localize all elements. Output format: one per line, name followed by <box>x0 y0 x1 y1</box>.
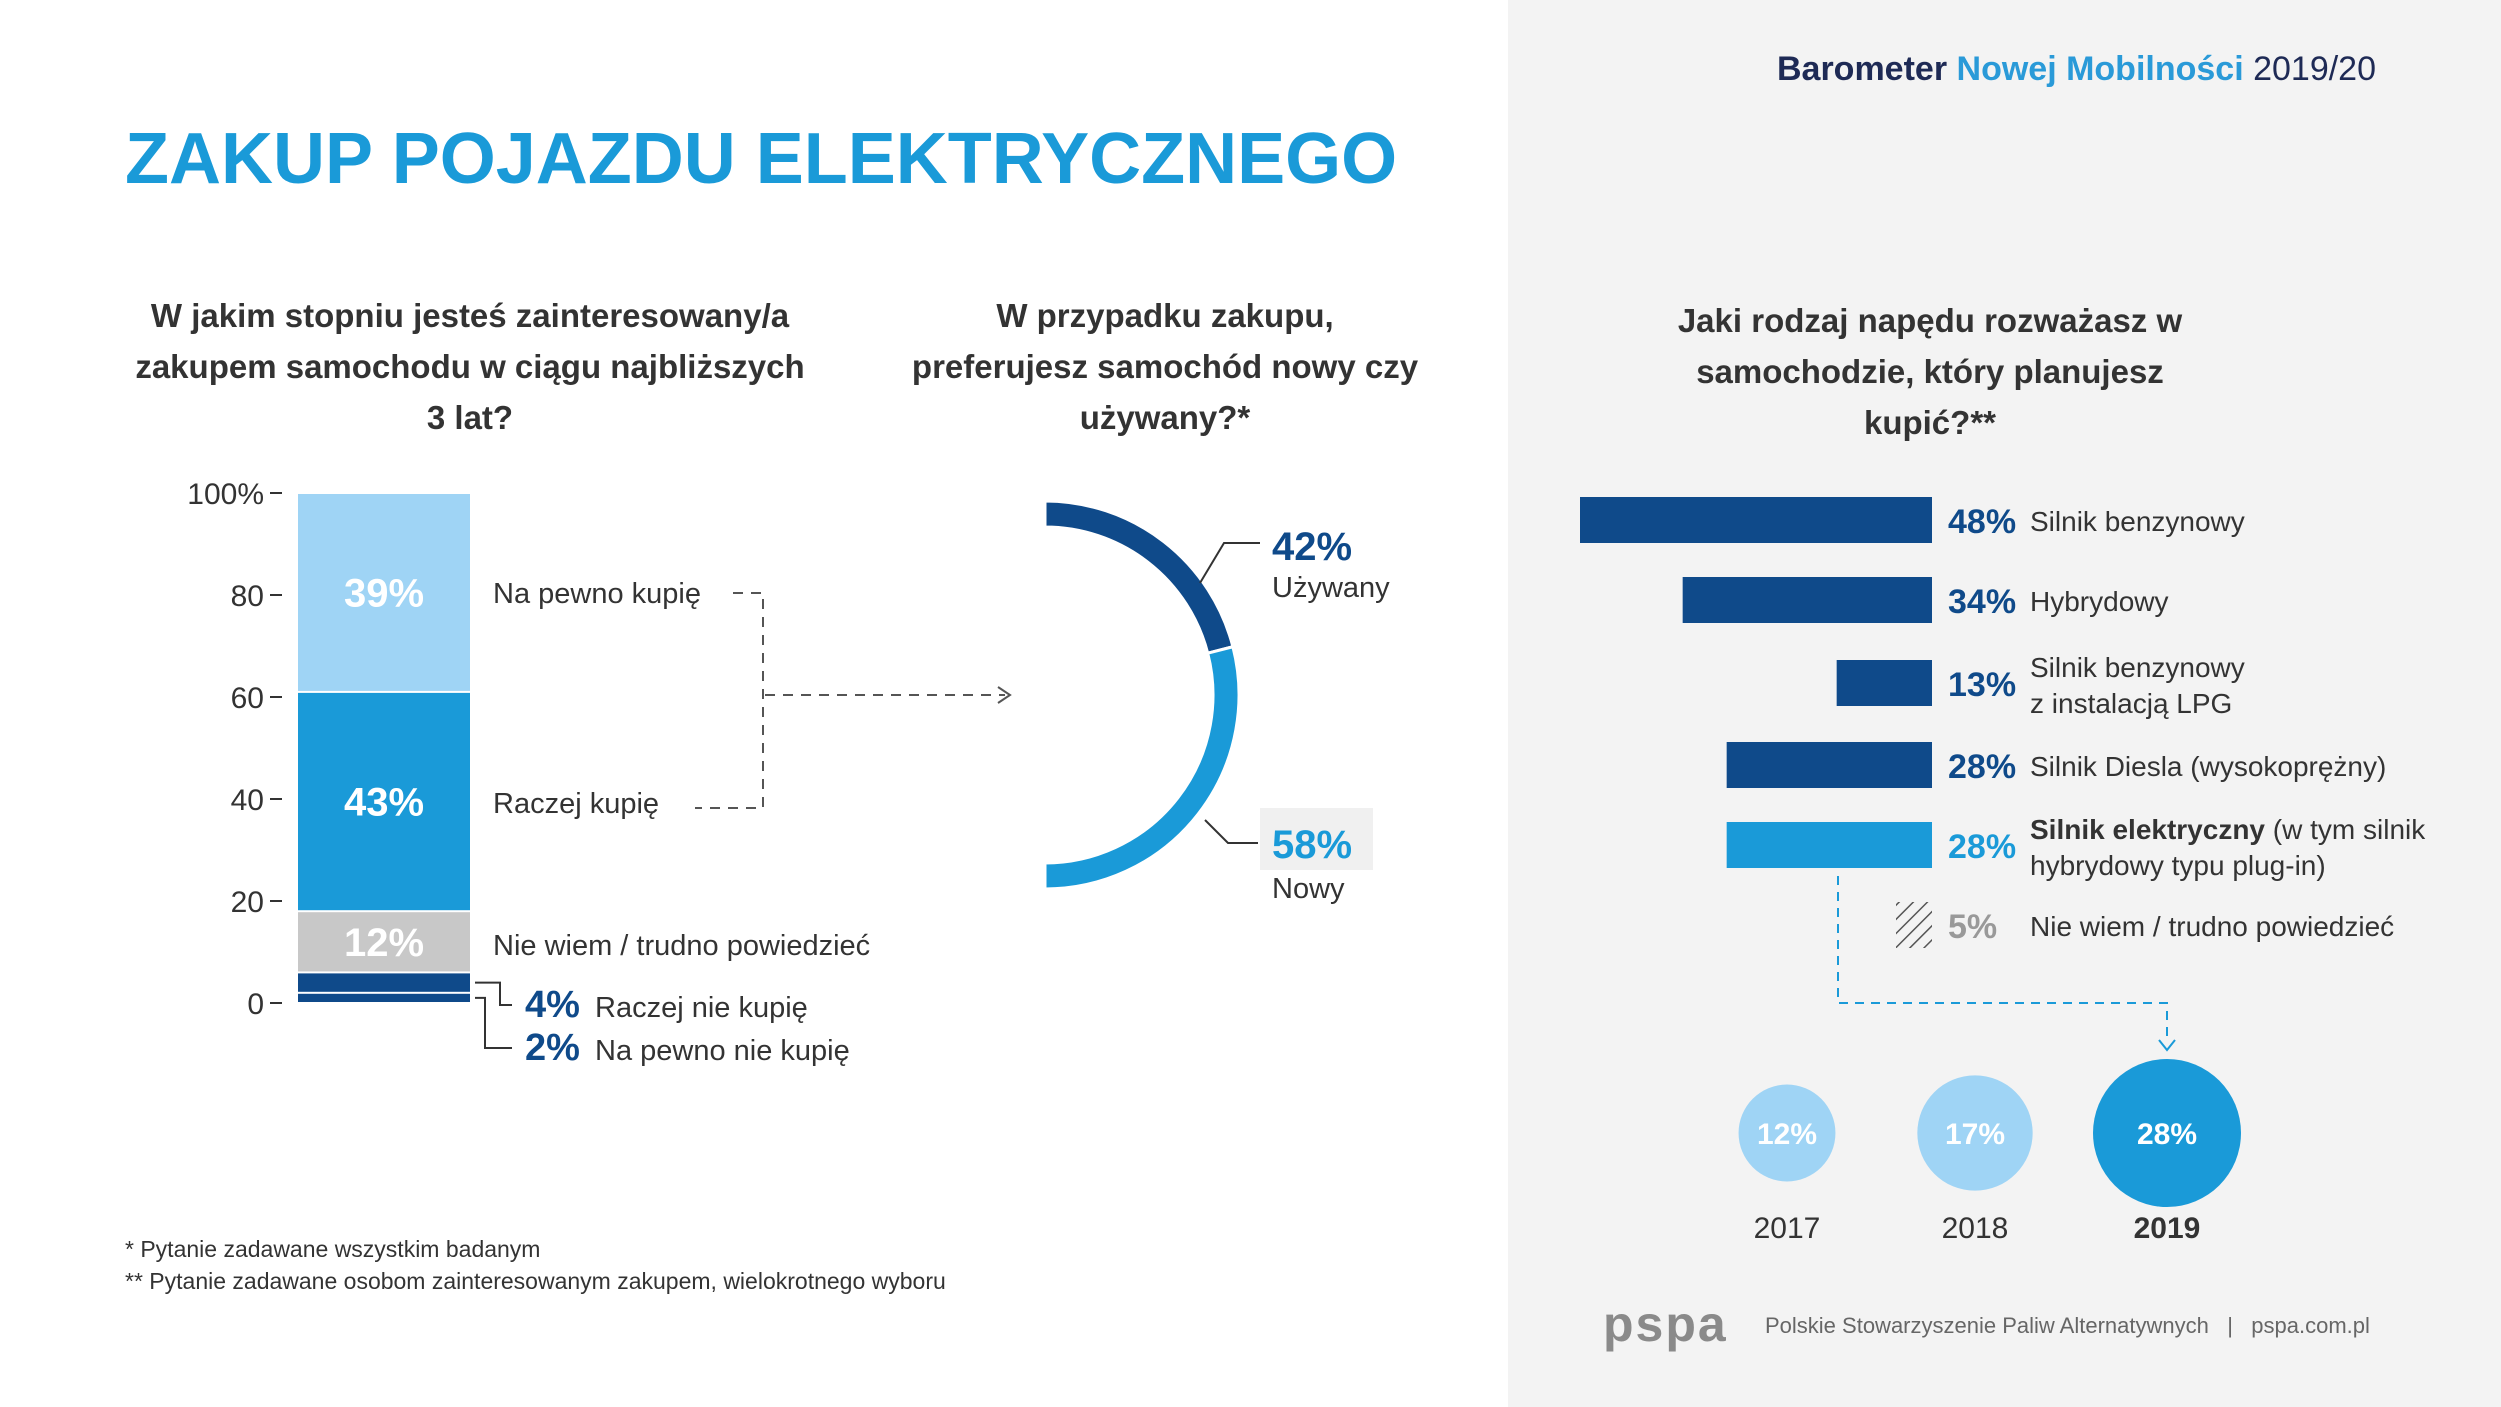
pspa-logo: pspa <box>1603 1296 1728 1352</box>
y-tick-label: 20 <box>230 886 264 919</box>
year-label: 2019 <box>2133 1212 2201 1245</box>
header-brand-2: Nowej Mobilności <box>1956 50 2244 88</box>
drivetrain-bar <box>1837 660 1932 706</box>
bar-name-text: (w tym silnik <box>2265 814 2426 845</box>
leader-line <box>475 983 512 1005</box>
bar-name-label <box>2030 814 2426 845</box>
header-brand-1: Barometer <box>1776 50 1948 88</box>
bar-name-label: Hybrydowy <box>2030 586 2169 617</box>
segment-value-label: 39% <box>343 571 425 616</box>
footer-text <box>1765 1313 2370 1339</box>
bar-name-label: Silnik Diesla (wysokoprężny) <box>2030 751 2387 782</box>
year-label: 2017 <box>1753 1212 1821 1245</box>
slice-name-label: Nowy <box>1272 873 1345 905</box>
question-interest: W jakim stopniu jesteś zainteresowany/a zakupem samochodu w ciągu najbliższych 3 lat? <box>135 297 805 436</box>
bar-value-label: 13% <box>1948 666 2017 704</box>
drivetrain-bar <box>1727 742 1932 788</box>
bubble-value-label: 12% <box>1756 1118 1818 1151</box>
horizontal-bar-chart <box>1580 497 2426 948</box>
callout-pointer <box>1395 778 1508 907</box>
segment-value-label: 2% <box>525 1027 580 1069</box>
segment-name-label: Na pewno kupię <box>493 578 701 610</box>
question-drivetrain: Jaki rodzaj napędu rozważasz w samochodzie, który planujesz kupić?** <box>1677 302 2183 441</box>
segment-name-label: Nie wiem / trudno powiedzieć <box>493 930 871 962</box>
bracket-line <box>695 593 763 808</box>
leader-line <box>1200 543 1260 583</box>
question-new-or-used: W przypadku zakupu, preferujesz samochód nowy czy używany?* <box>911 297 1419 436</box>
header-year: 2019/20 <box>2253 50 2376 88</box>
leader-line <box>1205 820 1258 843</box>
drivetrain-bar <box>1896 902 1932 948</box>
bracket-connector <box>695 593 1010 808</box>
drivetrain-bar <box>1580 497 1932 543</box>
trend-connector-line <box>1838 876 2167 1040</box>
y-tick-label: 100% <box>187 478 264 511</box>
half-donut-chart <box>1045 501 1390 905</box>
bar-segment <box>298 994 470 1002</box>
slice-value-label: 58% <box>1272 823 1353 867</box>
bar-name-bold: Silnik elektryczny <box>2030 814 2266 845</box>
y-tick-label: 80 <box>230 580 264 613</box>
bar-name-label: Nie wiem / trudno powiedzieć <box>2030 911 2395 942</box>
segment-value-label: 4% <box>525 984 580 1026</box>
drivetrain-bar <box>1683 577 1932 623</box>
y-tick-label: 60 <box>230 682 264 715</box>
segment-name-label: Raczej kupię <box>493 788 660 820</box>
stacked-bar-chart <box>187 478 870 1069</box>
bar-name-label-line2: z instalacją LPG <box>2030 688 2233 719</box>
footnote-1: * Pytanie zadawane wszystkim badanym <box>125 1236 541 1262</box>
footer-separator: | <box>2227 1313 2233 1338</box>
bar-name-text: Silnik benzynowy <box>2030 652 2245 683</box>
year-bubbles <box>1739 1059 2241 1245</box>
year-label: 2018 <box>1941 1212 2009 1245</box>
slice-value-label: 42% <box>1272 525 1353 569</box>
drivetrain-bar <box>1727 822 1932 868</box>
slice-name-label: Używany <box>1272 572 1390 604</box>
page-title: ZAKUP POJAZDU ELEKTRYCZNEGO <box>125 119 1398 199</box>
bar-segment <box>298 973 470 991</box>
segment-name-label: Raczej nie kupię <box>595 992 808 1024</box>
bubble-value-label: 17% <box>1944 1118 2006 1151</box>
bar-value-label: 28% <box>1948 828 2017 866</box>
footer-url: pspa.com.pl <box>2251 1313 2370 1338</box>
bar-name-label-line2: hybrydowy typu plug-in) <box>2030 850 2326 881</box>
bar-value-label: 28% <box>1948 748 2017 786</box>
bar-name-label: Silnik benzynowy <box>2030 506 2245 537</box>
y-tick-label: 0 <box>247 988 264 1021</box>
donut-slice <box>1045 647 1239 889</box>
bar-value-label: 34% <box>1948 583 2017 621</box>
bar-value-label: 48% <box>1948 503 2017 541</box>
y-tick-label: 40 <box>230 784 264 817</box>
bubble-value-label: 28% <box>2136 1118 2198 1151</box>
bar-name-label <box>2030 652 2245 683</box>
footnote-2: ** Pytanie zadawane osobom zainteresowanym zakupem, wielokrotnego wyboru <box>125 1268 946 1294</box>
arrow-down-icon <box>2159 1040 2175 1050</box>
segment-name-label: Na pewno nie kupię <box>595 1035 850 1067</box>
bar-value-label: 5% <box>1948 908 1998 946</box>
donut-slice <box>1045 501 1233 653</box>
footer-org: Polskie Stowarzyszenie Paliw Alternatywnych <box>1765 1313 2209 1338</box>
segment-value-label: 12% <box>343 920 425 965</box>
segment-value-label: 43% <box>343 780 425 825</box>
